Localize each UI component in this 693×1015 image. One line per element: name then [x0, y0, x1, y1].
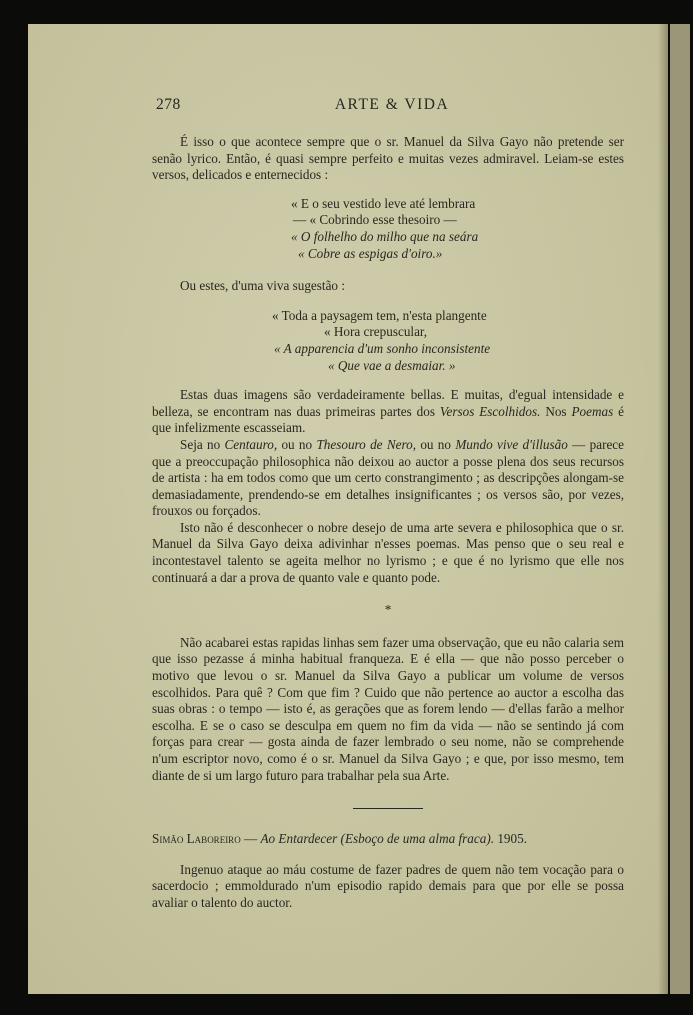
verse-line: « Que vae a desmaiar. » — [328, 357, 456, 373]
text-run: ou no — [416, 436, 456, 452]
book-page — [28, 24, 668, 994]
text-run: — — [240, 831, 261, 847]
verse-line: « A apparencia d'um sonho inconsistente — [274, 340, 491, 356]
paragraph: Isto não é desconhecer o nobre desejo de uma arte severa e philosophica que o sr. Manuel da Silva Gayo deixa adivinhar n'esses poemas. Mas penso que o seu real e incontestavel talento se ageita melhor no lyrismo ; e que é no lyrismo que elle nos continuará a dar a prova de quanto vale e quanto pode. — [152, 519, 624, 585]
page-body — [152, 134, 624, 912]
verse-line: « E o seu vestido leve até lembrara — [291, 195, 476, 211]
page-header — [156, 96, 628, 116]
review-author: Simão Laboreiro — [152, 831, 241, 847]
adjacent-page-edge — [670, 24, 690, 994]
text-run: ou no — [277, 436, 317, 452]
book-title: Poemas — [571, 403, 614, 419]
work-title: Thesouro de Nero, — [316, 436, 417, 452]
verse-line: — « Cobrindo esse thesoiro — — [293, 212, 457, 228]
page-number: 278 — [156, 96, 181, 113]
verse-quote — [272, 308, 624, 374]
book-title: Versos Escolhidos. — [439, 403, 541, 419]
review-year: 1905. — [494, 831, 527, 847]
paragraph — [152, 387, 624, 437]
text-run: — parece que a preoccupação philosophica não deixou ao auctor a posse plena dos seus recursos de artista : ha em todos como que um certo constrangimento ; as descripções alongam-se demasiadamente, prendendo-se em detalhes insignificantes ; os versos são, por vezes, frouxos ou forçados. — [152, 436, 625, 519]
verse-line: « Cobre as espigas d'oiro.» — [298, 245, 443, 261]
text-run: Seja no — [180, 436, 225, 452]
running-head: ARTE & VIDA — [334, 96, 450, 113]
review-citation — [152, 831, 624, 848]
paragraph: Ingenuo ataque ao máu costume de fazer padres de quem não tem vocação para o sacerdocio ; emmoldurado n'um episodio rapido demais para que por elle se possa avaliar o talento do auctor. — [152, 861, 624, 910]
verse-line: « Hora crepuscular, — [324, 324, 428, 340]
work-title: Centauro, — [224, 436, 278, 452]
paragraph: Não acabarei estas rapidas linhas sem fazer uma observação, que eu não calaria sem que isso pezasse á minha habitual franqueza. E é ella — que não posso perceber o motivo que levou o sr. Manuel da Silva Gayo a publicar um volume de versos escolhidos. Para quê ? Com que fim ? Cuido que não pertence ao auctor a escolha das suas obras : o tempo — isto é, as gerações que as forem lendo — d'ellas farão a melhor escolha. E se o caso se desculpa em quem no fim da vida — não se sentindo já com forças para crear — gosta ainda de fazer lembrado o seu nome, não se comprehende n'um escriptor novo, como é o sr. Manuel da Silva Gayo ; e que, por isso mesmo, tem diante de si um largo futuro para trabalhar pela sua Arte. — [152, 634, 624, 783]
work-title: Mundo vive d'illusão — [455, 436, 568, 452]
text-run: é que infelizmente escasseiam. — [152, 403, 624, 436]
paragraph: Ou estes, d'uma viva sugestão : — [180, 278, 345, 294]
text-run: Estas duas imagens são verdadeiramente bellas. E muitas, d'egual intensidade e belleza, se encontram nas duas primeiras partes dos — [152, 387, 624, 419]
paragraph — [152, 437, 624, 520]
paragraph: É isso o que acontece sempre que o sr. Manuel da Silva Gayo não pretende ser senão lyrico. Então, é quasi sempre perfeito e muitas vezes admiravel. Leiam-se estes versos, delicados e enternecidos : — [152, 134, 624, 183]
verse-line: « O folhelho do milho que na seára — [291, 228, 479, 244]
page-edge-shadow — [658, 24, 668, 994]
verse-quote — [291, 196, 624, 262]
horizontal-rule — [353, 808, 423, 809]
text-run: Nos — [540, 403, 572, 419]
review-title: Ao Entardecer (Esboço de uma alma fraca). — [260, 831, 495, 847]
verse-line: « Toda a paysagem tem, n'esta plangente — [272, 307, 487, 323]
section-separator: * — [384, 602, 392, 618]
